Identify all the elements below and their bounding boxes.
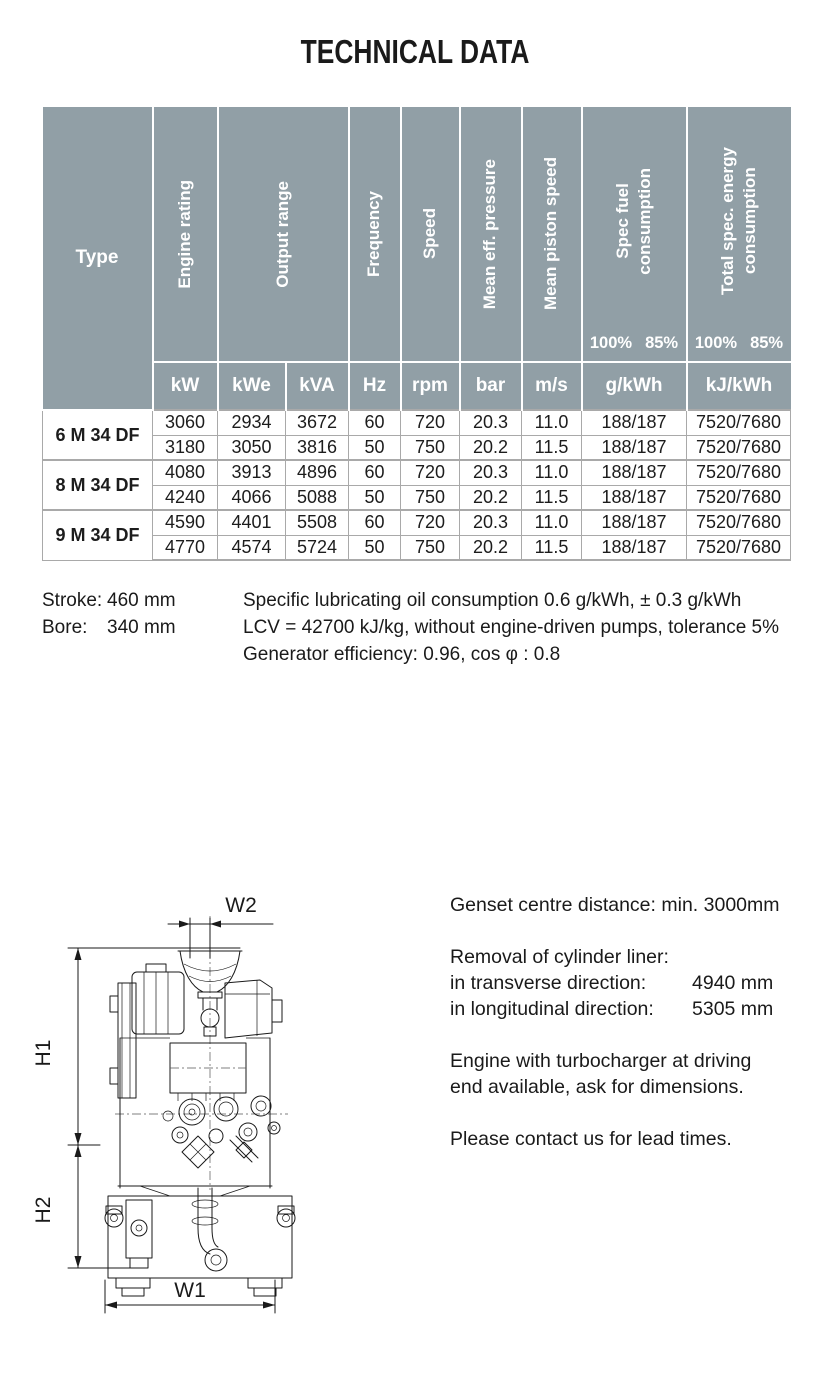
col-header-type: Type	[43, 107, 153, 410]
data-cell: 20.2	[460, 535, 522, 560]
data-cell: 5088	[286, 485, 349, 510]
data-cell: 50	[349, 435, 401, 460]
engine-type-label: 6 M 34 DF	[43, 410, 153, 460]
unit-bar: bar	[460, 362, 522, 410]
dim-label-w1: W1	[174, 1279, 206, 1302]
data-cell: 720	[401, 510, 460, 535]
data-cell: 4401	[218, 510, 286, 535]
table-row	[43, 535, 791, 560]
data-cell: 4574	[218, 535, 286, 560]
turbocharger-note-line: end available, ask for dimensions.	[450, 1076, 744, 1098]
data-cell: 3050	[218, 435, 286, 460]
turbocharger-note-line: Engine with turbocharger at driving	[450, 1050, 752, 1072]
load-points: 100% 85%	[589, 333, 679, 352]
col-header-frequency: Frequency	[349, 107, 401, 362]
stroke-bore-notes	[42, 587, 176, 641]
table-row	[43, 435, 791, 460]
data-cell: 7520/7680	[687, 460, 791, 485]
data-cell: 11.0	[522, 410, 582, 435]
data-cell: 11.0	[522, 460, 582, 485]
data-cell: 188/187	[582, 460, 687, 485]
page-title: TECHNICAL DATA	[300, 33, 530, 70]
liner-longitudinal-value: 5305 mm	[692, 998, 774, 1020]
unit-ms: m/s	[522, 362, 582, 410]
data-cell: 7520/7680	[687, 485, 791, 510]
data-cell: 750	[401, 535, 460, 560]
data-cell: 11.5	[522, 535, 582, 560]
data-cell: 11.5	[522, 485, 582, 510]
engine-dimension-drawing	[20, 888, 400, 1343]
note-line: Generator efficiency: 0.96, cos φ : 0.8	[243, 644, 561, 665]
liner-longitudinal-label: in longitudinal direction:	[450, 998, 654, 1020]
unit-hz: Hz	[349, 362, 401, 410]
data-cell: 4590	[153, 510, 218, 535]
table-row	[43, 485, 791, 510]
data-cell: 3060	[153, 410, 218, 435]
unit-rpm: rpm	[401, 362, 460, 410]
technical-data-table	[42, 107, 791, 561]
liner-transverse-row	[450, 970, 822, 996]
table-body	[43, 410, 791, 560]
data-cell: 20.3	[460, 510, 522, 535]
col-header-total-spec-energy: Total spec. energy consumption 100% 85%	[687, 107, 791, 362]
dim-label-h1: H1	[32, 1039, 55, 1067]
data-cell: 7520/7680	[687, 510, 791, 535]
data-cell: 20.3	[460, 410, 522, 435]
data-cell: 4770	[153, 535, 218, 560]
table-row	[43, 460, 791, 485]
col-header-speed: Speed	[401, 107, 460, 362]
col-header-mean-eff-pressure: Mean eff. pressure	[460, 107, 522, 362]
unit-kva: kVA	[286, 362, 349, 410]
unit-kwe: kWe	[218, 362, 286, 410]
unit-kjkwh: kJ/kWh	[687, 362, 791, 410]
data-cell: 750	[401, 485, 460, 510]
data-cell: 188/187	[582, 485, 687, 510]
dim-h1	[32, 948, 180, 1145]
table-header	[43, 107, 791, 410]
liner-removal-title: Removal of cylinder liner:	[450, 946, 669, 968]
engine-outline	[105, 948, 295, 1296]
data-cell: 2934	[218, 410, 286, 435]
data-cell: 20.3	[460, 460, 522, 485]
col-header-output-range: Output range	[218, 107, 349, 362]
data-cell: 7520/7680	[687, 435, 791, 460]
genset-distance-note: Genset centre distance: min. 3000mm	[450, 894, 780, 916]
general-notes	[243, 587, 783, 668]
load-points: 100% 85%	[694, 333, 784, 352]
data-cell: 7520/7680	[687, 410, 791, 435]
data-cell: 60	[349, 410, 401, 435]
liner-transverse-label: in transverse direction:	[450, 972, 647, 994]
data-cell: 3180	[153, 435, 218, 460]
liner-longitudinal-row	[450, 996, 822, 1022]
contact-note: Please contact us for lead times.	[450, 1128, 732, 1150]
dim-label-w2: W2	[225, 894, 257, 917]
data-cell: 11.0	[522, 510, 582, 535]
engine-type-label: 8 M 34 DF	[43, 460, 153, 510]
data-cell: 60	[349, 460, 401, 485]
col-header-mean-piston-speed: Mean piston speed	[522, 107, 582, 362]
data-cell: 750	[401, 435, 460, 460]
note-line: LCV = 42700 kJ/kg, without engine-driven pumps, tolerance 5%	[243, 617, 780, 638]
data-cell: 188/187	[582, 435, 687, 460]
data-cell: 4066	[218, 485, 286, 510]
engine-type-label: 9 M 34 DF	[43, 510, 153, 560]
note-line: Specific lubricating oil consumption 0.6 g/kWh, ± 0.3 g/kWh	[243, 590, 742, 611]
data-cell: 4896	[286, 460, 349, 485]
data-cell: 188/187	[582, 535, 687, 560]
data-cell: 3816	[286, 435, 349, 460]
liner-transverse-value: 4940 mm	[692, 972, 774, 994]
col-header-engine-rating: Engine rating	[153, 107, 218, 362]
data-cell: 60	[349, 510, 401, 535]
data-cell: 720	[401, 460, 460, 485]
data-cell: 20.2	[460, 485, 522, 510]
data-cell: 7520/7680	[687, 535, 791, 560]
engine-drawing-svg	[20, 888, 400, 1343]
data-cell: 188/187	[582, 410, 687, 435]
data-cell: 4080	[153, 460, 218, 485]
unit-gkwh: g/kWh	[582, 362, 687, 410]
stroke-value: 460 mm	[107, 590, 176, 611]
data-cell: 4240	[153, 485, 218, 510]
data-cell: 5724	[286, 535, 349, 560]
data-cell: 50	[349, 535, 401, 560]
data-cell: 50	[349, 485, 401, 510]
data-cell: 3672	[286, 410, 349, 435]
data-cell: 3913	[218, 460, 286, 485]
stroke-label: Stroke:	[42, 590, 103, 611]
bore-value: 340 mm	[107, 617, 176, 638]
data-cell: 720	[401, 410, 460, 435]
unit-kw: kW	[153, 362, 218, 410]
table-row	[43, 410, 791, 435]
data-cell: 11.5	[522, 435, 582, 460]
bore-label: Bore:	[42, 617, 88, 638]
col-header-spec-fuel-consumption: Spec fuel consumption 100% 85%	[582, 107, 687, 362]
data-cell: 20.2	[460, 435, 522, 460]
data-cell: 188/187	[582, 510, 687, 535]
installation-info	[450, 892, 822, 1152]
table-row	[43, 510, 791, 535]
data-cell: 5508	[286, 510, 349, 535]
units-row	[43, 362, 791, 410]
dim-label-h2: H2	[32, 1196, 55, 1224]
